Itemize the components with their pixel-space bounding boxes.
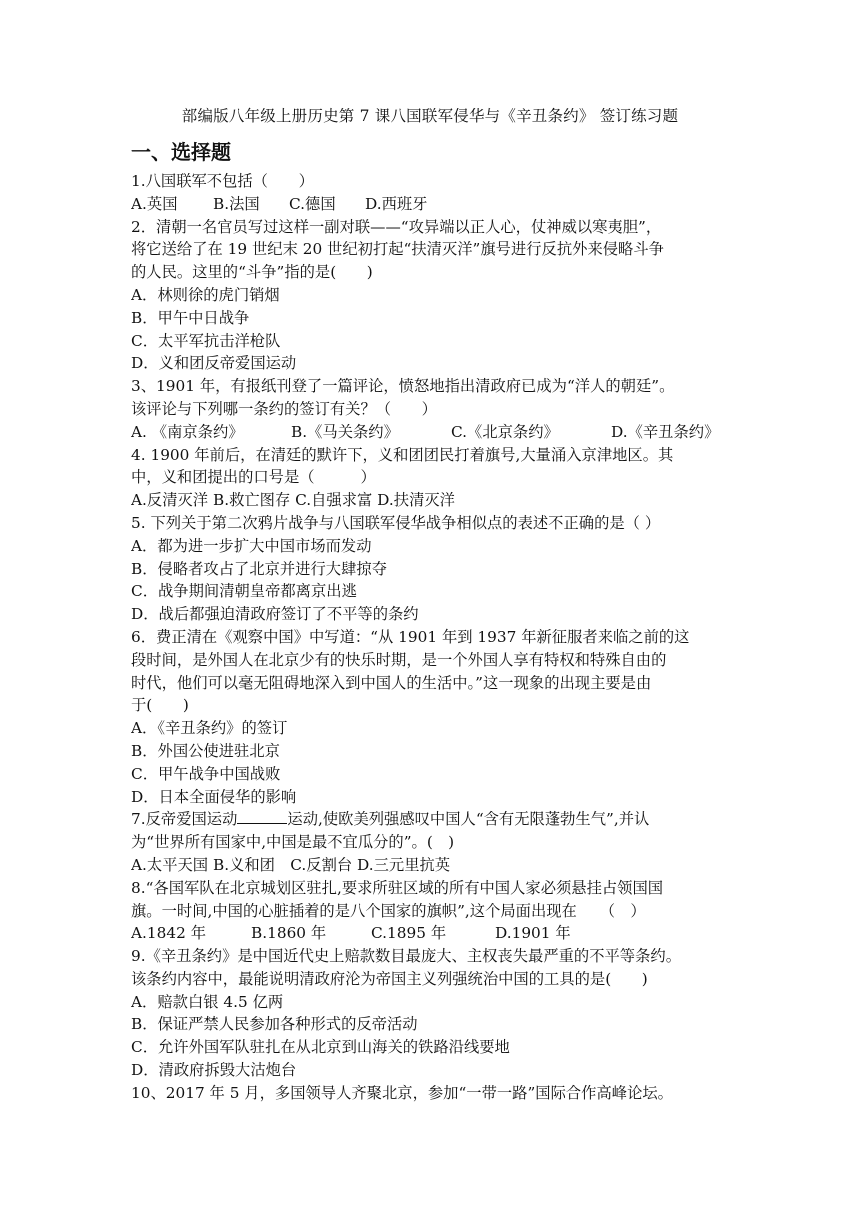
question-7-stem-line: 为“世界所有国家中,中国是最不宜瓜分的”。( ) <box>131 833 455 852</box>
option-c: C.《北京条约》 <box>451 422 559 441</box>
section-heading: 一、选择题 <box>131 140 231 164</box>
question-9-stem-line: 该条约内容中，最能说明清政府沦为帝国主义列强统治中国的工具的是( ) <box>131 969 648 988</box>
question-1-stem: 1.八国联军不包括（ ） <box>131 172 314 190</box>
option-a: A.1842 年 <box>131 924 206 943</box>
question-6-stem-line: 段时间，是外国人在北京少有的快乐时期，是一个外国人享有特权和特殊自由的 <box>131 650 667 669</box>
question-2-stem-line: 将它送给了在 19 世纪末 20 世纪初打起“扶清灭洋”旗号进行反抗外来侵略斗争 <box>131 240 664 259</box>
question-6-stem-line: 时代，他们可以毫无阻碍地深入到中国人的生活中。”这一现象的出现主要是由 <box>131 673 652 692</box>
option-a: A.英国 <box>131 194 178 213</box>
question-5-option-b: B．侵略者攻占了北京并进行大肆掠夺 <box>131 559 387 578</box>
question-9-option-d: D．清政府拆毁大沽炮台 <box>131 1061 297 1080</box>
question-6-option-b: B．外国公使进驻北京 <box>131 741 280 760</box>
question-7-stem-prefix: 7.反帝爱国运动 <box>131 810 238 829</box>
question-7-stem-suffix: 运动,使欧美列强感叹中国人“含有无限蓬勃生气”,并认 <box>287 810 650 829</box>
question-2-option-a: A．林则徐的虎门销烟 <box>131 285 280 304</box>
question-8-stem-line: 旗。一时间,中国的心脏插着的是八个国家的旗帜”,这个局面出现在 （ ） <box>131 901 646 920</box>
question-2-option-c: C．太平军抗击洋枪队 <box>131 331 281 350</box>
option-d: D.《辛丑条约》 <box>611 422 720 441</box>
option-b: B.1860 年 <box>251 924 327 943</box>
question-3-stem-line: 3、1901 年，有报纸刊登了一篇评论，愤怒地指出清政府已成为“洋人的朝廷”。 <box>131 377 675 396</box>
question-3-options <box>131 421 731 444</box>
question-2-option-d: D．义和团反帝爱国运动 <box>131 354 297 373</box>
question-5-option-c: C．战争期间清朝皇帝都离京出逃 <box>131 582 357 601</box>
question-7-options: A.太平天国 B.义和团 C.反割台 D.三元里抗英 <box>131 855 451 874</box>
question-2-option-b: B．甲午中日战争 <box>131 308 250 327</box>
question-9-option-c: C．允许外国军队驻扎在从北京到山海关的铁路沿线要地 <box>131 1038 510 1057</box>
option-d: D.1901 年 <box>495 924 571 943</box>
question-6-stem-line: 6．费正清在《观察中国》中写道：“从 1901 年到 1937 年新征服者来临之前的这 <box>131 627 690 646</box>
document-title: 部编版八年级上册历史第 7 课八国联军侵华与《辛丑条约》 签订练习题 <box>181 107 679 125</box>
question-5-option-d: D．战后都强迫清政府签订了不平等的条约 <box>131 605 419 624</box>
question-9-stem-line: 9.《辛丑条约》是中国近代史上赔款数目最庞大、主权丧失最严重的不平等条约。 <box>131 947 681 966</box>
option-a: A. 《南京条约》 <box>131 422 244 441</box>
answer-blank <box>237 808 287 824</box>
option-c: C.德国 <box>289 194 336 213</box>
option-b: B.法国 <box>213 194 260 213</box>
question-9-option-a: A．赔款白银 4.5 亿两 <box>131 992 284 1011</box>
question-7-stem-line <box>131 808 731 831</box>
question-8-options <box>131 922 731 945</box>
question-6-option-a: A．《辛丑条约》的签订 <box>131 719 288 738</box>
question-10-stem: 10、2017 年 5 月，多国领导人齐聚北京，参加“一带一路”国际合作高峰论坛。 <box>131 1083 673 1102</box>
option-c: C.1895 年 <box>371 924 447 943</box>
option-d: D.西班牙 <box>365 194 428 213</box>
question-6-option-d: D．日本全面侵华的影响 <box>131 787 297 806</box>
question-8-stem-line: 8.“各国军队在北京城划区驻扎,要求所驻区域的所有中国人家必须悬挂占领国国 <box>131 878 664 897</box>
question-9-option-b: B．保证严禁人民参加各种形式的反帝活动 <box>131 1015 418 1034</box>
question-5-stem: 5. 下列关于第二次鸦片战争与八国联军侵华战争相似点的表述不正确的是（ ） <box>131 513 661 532</box>
question-4-stem-line: 中，义和团提出的口号是（ ） <box>131 468 376 487</box>
question-3-stem-line: 该评论与下列哪一条约的签订有关？（ ） <box>131 399 437 418</box>
question-4-stem-line: 4. 1900 年前后，在清廷的默许下，义和团团民打着旗号,大量涌入京津地区。其 <box>131 445 674 464</box>
question-1-options <box>131 193 731 216</box>
question-4-options: A.反清灭洋 B.救亡图存 C.自强求富 D.扶清灭洋 <box>131 491 455 510</box>
question-list <box>131 170 731 1105</box>
question-2-stem-line: 2．清朝一名官员写过这样一副对联——“攻异端以正人心，仗神威以寒夷胆”， <box>131 217 662 236</box>
question-6-option-c: C．甲午战争中国战败 <box>131 764 281 783</box>
question-5-option-a: A．都为进一步扩大中国市场而发动 <box>131 536 372 555</box>
question-6-stem-line: 于( ) <box>131 696 189 715</box>
option-b: B.《马关条约》 <box>291 422 399 441</box>
question-2-stem-line: 的人民。这里的“斗争”指的是( ) <box>131 263 373 282</box>
